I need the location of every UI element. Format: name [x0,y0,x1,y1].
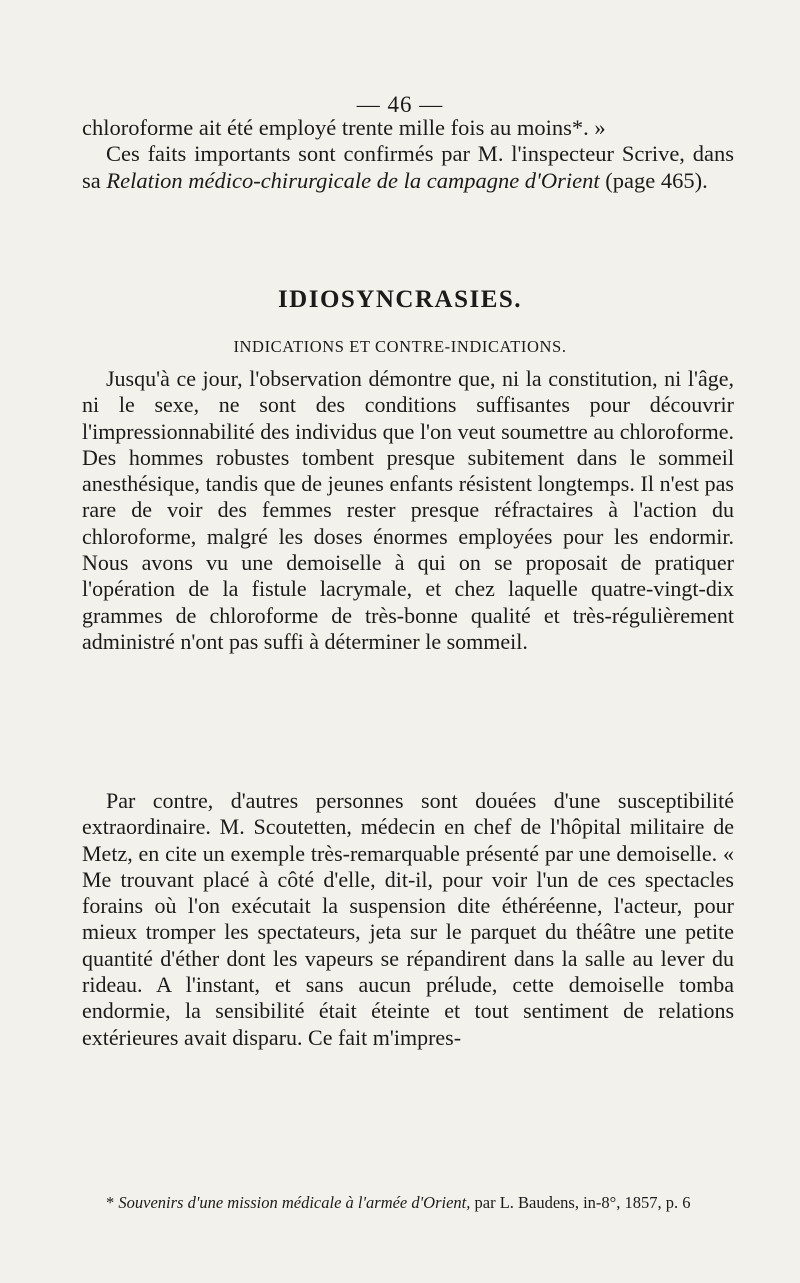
footnote-text [82,1192,734,1214]
intro-text-after: (page 465). [599,167,708,193]
paragraph-1-block [82,366,734,655]
page-number: — 46 — [356,92,444,117]
footnote [82,1192,734,1214]
intro-text [82,115,734,194]
intro-text-before: Ces faits importants sont confirmés par M. l'inspecteur Scrive, dans sa [82,141,734,193]
intro-paragraph [82,141,734,194]
paragraph-2-block [82,788,734,1051]
paragraph-1: Jusqu'à ce jour, l'observation démontre que, ni la constitution, ni l'âge, ni le sexe, ne sont des conditions suffisantes pour découvrir l'impressionnabilité des individus que l'on veut soumettre au chloroforme. Des hommes robustes tombent presque subitement dans le sommeil anesthésique, tandis que de jeunes enfants résistent longtemps. Il n'est pas rare de voir des femmes rester presque réfractaires à l'action du chloroforme, malgré les doses énormes employées pour les endormir. Nous avons vu une demoiselle à qui on se proposait de pratiquer l'opération de la fistule lacrymale, et chez laquelle quatre-vingt-dix grammes de chloroforme de très-bonne qualité et très-régulièrement administré n'ont pas suffi à déterminer le sommeil. [82,366,734,654]
intro-line-1: chloroforme ait été employé trente mille fois au moins*. » [82,115,606,140]
footnote-details: par L. Baudens, in-8°, 1857, p. 6 [470,1193,691,1212]
section-title: IDIOSYNCRASIES. [277,286,523,313]
footnote-marker: * [106,1193,119,1212]
cited-work-title: Relation médico-chirurgicale de la campagne d'Orient [106,167,600,193]
paragraph-2: Par contre, d'autres personnes sont douées d'une susceptibilité extraordinaire. M. Scoutetten, médecin en chef de l'hôpital militaire de Metz, en cite un exemple très-remarquable présenté par une demoiselle. « Me trouvant placé à côté d'elle, dit-il, pour voir l'un de ces spectacles forains où l'on exécutait la suspension dite éthéréenne, l'acteur, pour mieux tromper les spectateurs, jeta sur le parquet du théâtre une petite quantité d'éther dont les vapeurs se répandirent dans la salle au lever du rideau. A l'instant, et sans aucun prélude, cette demoiselle tomba endormie, la sensibilité était éteinte et tout sentiment de relations extérieures avait disparu. Ce fait m'impres- [82,788,734,1050]
footnote-title: Souvenirs d'une mission médicale à l'armée d'Orient, [118,1193,471,1212]
section-subtitle: INDICATIONS ET CONTRE-INDICATIONS. [233,337,567,356]
